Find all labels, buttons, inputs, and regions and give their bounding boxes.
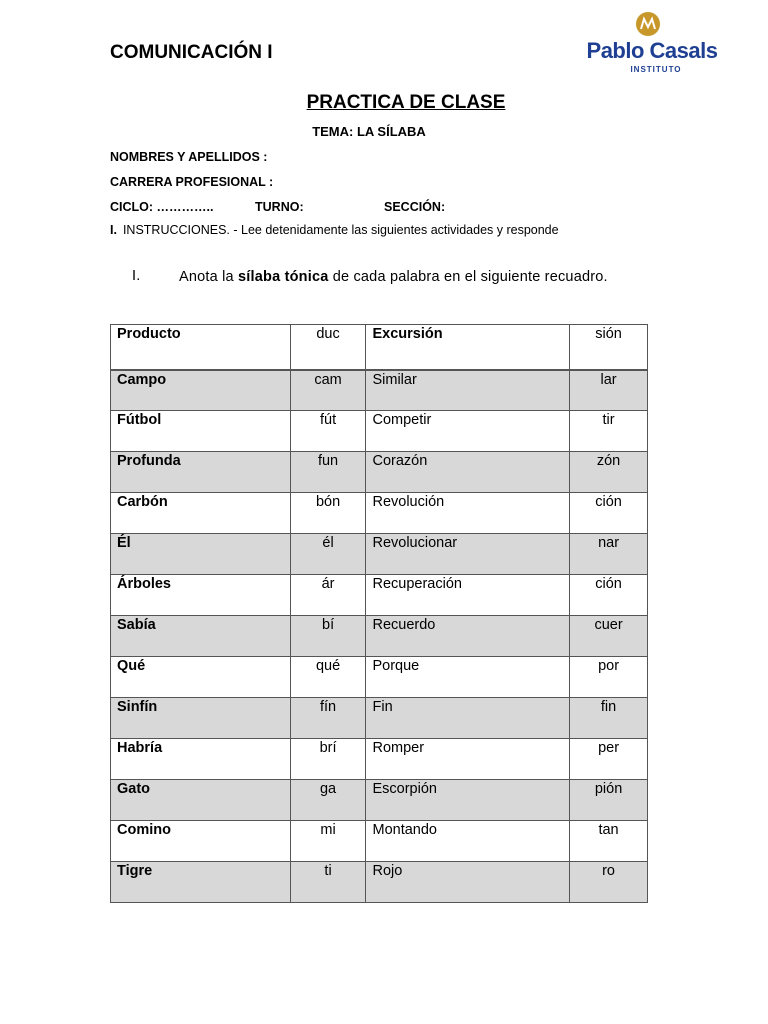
career-field: CARRERA PROFESIONAL : (110, 175, 274, 189)
syllable-cell: por (570, 657, 648, 698)
syllable-cell: ción (570, 575, 648, 616)
document-subtitle: TEMA: LA SÍLABA (312, 124, 426, 139)
word-cell: Comino (111, 821, 291, 862)
word-cell: Gato (111, 780, 291, 821)
syllable-cell: pión (570, 780, 648, 821)
word-cell: Porque (366, 657, 570, 698)
syllable-cell: fín (290, 698, 366, 739)
logo-mark-icon (634, 10, 662, 38)
institute-logo (566, 10, 736, 72)
word-cell: Él (111, 534, 291, 575)
syllable-cell: fun (290, 452, 366, 493)
word-cell: Árboles (111, 575, 291, 616)
word-cell: Similar (366, 370, 570, 411)
table-row (111, 780, 648, 821)
syllable-cell: zón (570, 452, 648, 493)
syllable-cell: brí (290, 739, 366, 780)
task-text: Anota la sílaba tónica de cada palabra en el siguiente recuadro. (179, 269, 608, 285)
syllable-cell: mi (290, 821, 366, 862)
word-cell: Fútbol (111, 411, 291, 452)
word-cell: Corazón (366, 452, 570, 493)
syllable-cell: ro (570, 862, 648, 903)
table-row (111, 575, 648, 616)
syllable-cell: fút (290, 411, 366, 452)
section-field: SECCIÓN: (384, 200, 446, 214)
word-cell: Tigre (111, 862, 291, 903)
syllable-cell: bón (290, 493, 366, 534)
instructions (110, 223, 559, 237)
syllable-cell: cam (290, 370, 366, 411)
table-row (111, 411, 648, 452)
word-cell: Escorpión (366, 780, 570, 821)
names-field: NOMBRES Y APELLIDOS : (110, 150, 268, 164)
syllable-cell: bí (290, 616, 366, 657)
syllable-cell: tan (570, 821, 648, 862)
table-row (111, 452, 648, 493)
table-row (111, 657, 648, 698)
word-cell: Revolucionar (366, 534, 570, 575)
word-cell: Recuerdo (366, 616, 570, 657)
logo-subtitle: INSTITUTO (630, 65, 682, 74)
syllable-cell: cuer (570, 616, 648, 657)
table-row (111, 739, 648, 780)
document-title: PRACTICA DE CLASE (306, 92, 506, 113)
word-cell: Recuperación (366, 575, 570, 616)
syllable-cell: ár (290, 575, 366, 616)
syllable-cell: nar (570, 534, 648, 575)
table-row (111, 821, 648, 862)
instructions-text: INSTRUCCIONES. - Lee detenidamente las siguientes actividades y responde (122, 223, 559, 237)
syllable-cell: qué (290, 657, 366, 698)
word-cell: Sabía (111, 616, 291, 657)
word-cell: Carbón (111, 493, 291, 534)
syllable-cell: duc (290, 325, 366, 370)
word-cell: Rojo (366, 862, 570, 903)
word-cell: Romper (366, 739, 570, 780)
syllable-cell: ti (290, 862, 366, 903)
instructions-number: I. (110, 223, 117, 237)
table-row (111, 698, 648, 739)
logo-name: Pablo Casals (586, 38, 718, 63)
word-cell: Campo (111, 370, 291, 411)
syllable-cell: fin (570, 698, 648, 739)
syllable-cell: sión (570, 325, 648, 370)
shift-field: TURNO: (255, 200, 304, 214)
cycle-field: CICLO: ………….. (110, 200, 214, 214)
word-cell: Qué (111, 657, 291, 698)
table-row (111, 325, 648, 370)
table-row (111, 534, 648, 575)
word-cell: Fin (366, 698, 570, 739)
word-cell: Habría (111, 739, 291, 780)
syllable-table (110, 324, 648, 903)
table-row (111, 862, 648, 903)
table-row (111, 616, 648, 657)
syllable-cell: per (570, 739, 648, 780)
syllable-cell: tir (570, 411, 648, 452)
course-title: COMUNICACIÓN I (110, 42, 273, 63)
word-cell: Competir (366, 411, 570, 452)
word-cell: Profunda (111, 452, 291, 493)
syllable-cell: ga (290, 780, 366, 821)
word-cell: Revolución (366, 493, 570, 534)
syllable-cell: ción (570, 493, 648, 534)
syllable-cell: lar (570, 370, 648, 411)
word-cell: Montando (366, 821, 570, 862)
word-cell: Excursión (366, 325, 570, 370)
word-cell: Sinfín (111, 698, 291, 739)
table-row (111, 370, 648, 411)
syllable-cell: él (290, 534, 366, 575)
table-row (111, 493, 648, 534)
task-number: I. (132, 268, 141, 284)
word-cell: Producto (111, 325, 291, 370)
